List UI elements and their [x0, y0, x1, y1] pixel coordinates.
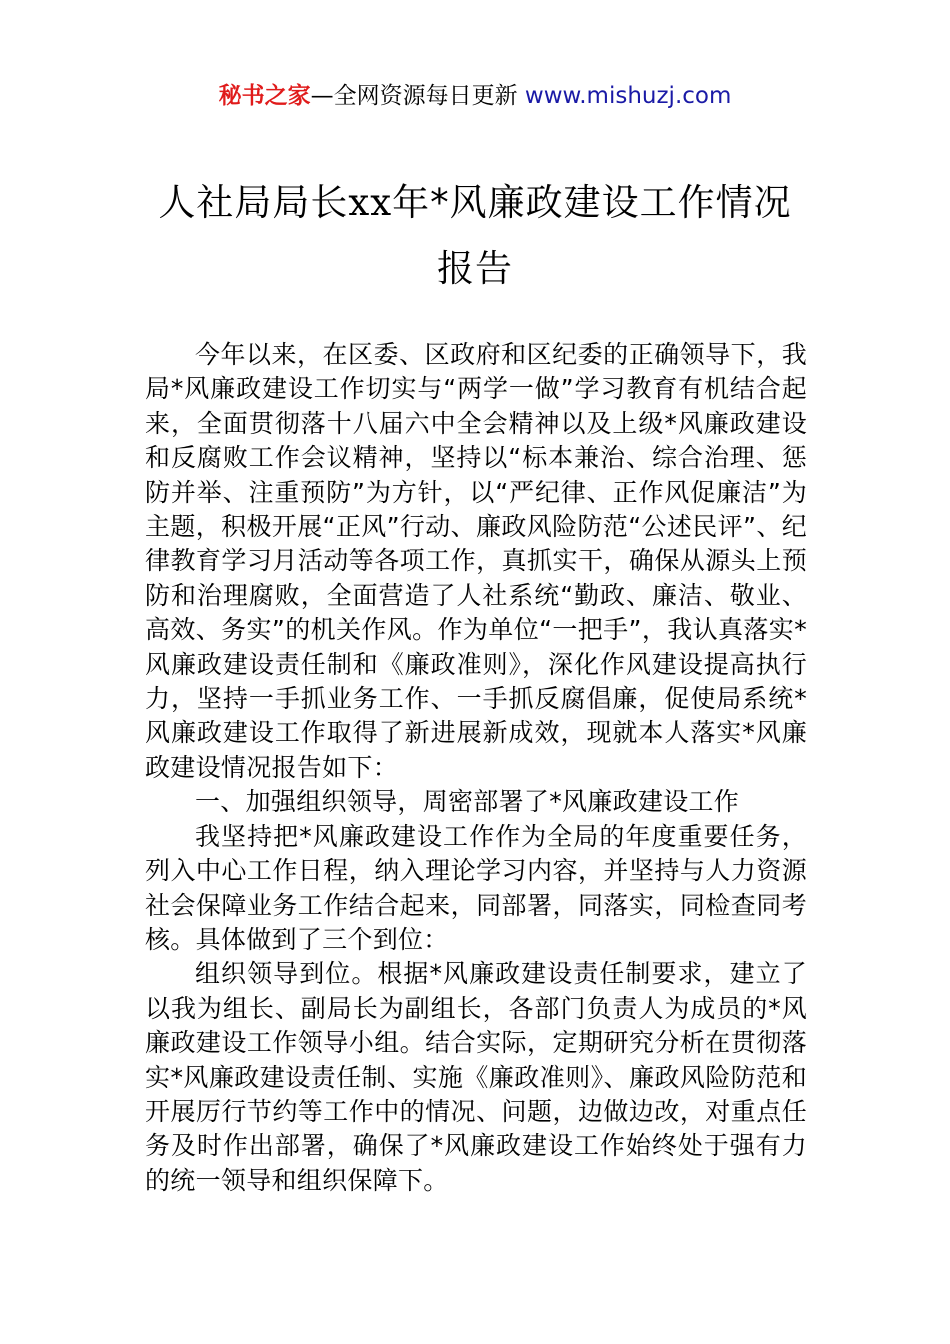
brand-name: 秘书之家: [218, 83, 311, 109]
section-heading-1: 一、加强组织领导，周密部署了*风廉政建设工作: [195, 787, 740, 817]
body-paragraph: 组织领导到位。根据*风廉政建设责任制要求，建立了以我为组长、副局长为副组长，各部门负责人为成员的*风廉政建设工作领导小组。结合实际，定期研究分析在贯彻落实*风廉政建设责任制、实施《廉政准则》、廉政风险防范和开展厉行节约等工作中的情况、问题，边做边改，对重点任务及时作出部署，确保了*风廉政建设工作始终处于强有力的统一领导和组织保障下。: [145, 959, 807, 1195]
title-part-1: 人社局局长: [158, 181, 349, 224]
document-title: [145, 170, 805, 302]
body-paragraph: 我坚持把*风廉政建设工作作为全局的年度重要任务，列入中心工作日程，纳入理论学习内容，并坚持与人力资源社会保障业务工作结合起来，同部署，同落实，同检查同考核。具体做到了三个到位：: [145, 821, 807, 954]
intro-paragraph: 今年以来，在区委、区政府和区纪委的正确领导下，我局*风廉政建设工作切实与“两学一做”学习教育有机结合起来，全面贯彻落十八届六中全会精神以及上级*风廉政建设和反腐败工作会议精神，坚持以“标本兼治、综合治理、惩防并举、注重预防”为方针，以“严纪律、正作风促廉洁”为主题，积极开展“正风”行动、廉政风险防范“公述民评”、纪律教育学习月活动等各项工作，真抓实干，确保从源头上预防和治理腐败，全面营造了人社系统“勤政、廉洁、敬业、高效、务实”的机关作风。作为单位“一把手”，我认真落实*风廉政建设责任制和《廉政准则》，深化作风建设提高执行力，坚持一手抓业务工作、一手抓反腐倡廉，促使局系统*风廉政建设工作取得了新进展新成效，现就本人落实*风廉政建设情况报告如下：: [145, 340, 807, 782]
page-header: [0, 80, 950, 112]
title-year-placeholder: xx: [348, 181, 393, 224]
site-url-link[interactable]: www.mishuzj.com: [524, 83, 732, 109]
header-tagline: —全网资源每日更新: [310, 83, 525, 109]
document-body: [145, 338, 807, 1198]
title-part-2: 年*风廉政建设工作情况报告: [392, 181, 792, 290]
